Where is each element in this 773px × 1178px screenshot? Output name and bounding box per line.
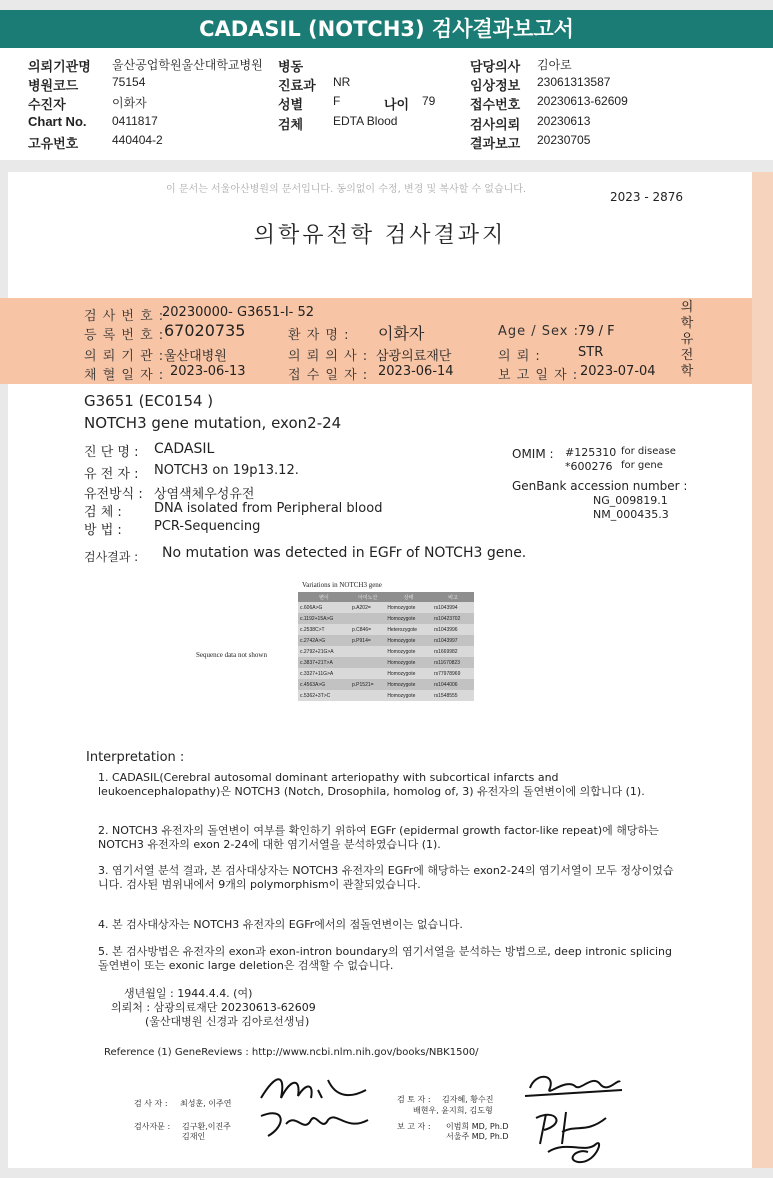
- table-cell: c.2742A>G: [298, 635, 350, 646]
- table-cell: rs1669982: [432, 646, 474, 657]
- info-label: 의 뢰 :: [498, 349, 541, 364]
- table-row: [298, 613, 474, 624]
- field-label: 유 전 자 :: [84, 467, 139, 482]
- table-cell: rs77978969: [432, 668, 474, 679]
- patient-name: 이화자: [378, 324, 425, 343]
- table-row: [298, 679, 474, 690]
- table-cell: [350, 668, 385, 679]
- header-value: F: [333, 94, 341, 108]
- table-row: [298, 690, 474, 701]
- header-label: 의뢰기관명: [28, 59, 91, 74]
- request-info-header: [0, 48, 773, 160]
- copyright-notice: 이 문서는 서울아산병원의 문서입니다. 동의없이 수정, 변경 및 복사할 수 없습니다.: [166, 184, 527, 195]
- age-sex: 79 / F: [578, 324, 615, 339]
- table-cell: Homozygote: [385, 657, 432, 668]
- header-value: 79: [422, 94, 436, 108]
- table-cell: Heterozygote: [385, 624, 432, 635]
- header-value: 20230613-62609: [537, 94, 628, 108]
- table-cell: rs10423702: [432, 613, 474, 624]
- table-cell: Homozygote: [385, 679, 432, 690]
- requester-detail: (울산대병원 신경과 김아로선생님): [145, 1015, 310, 1028]
- requesting-institution: 울산대병원: [164, 349, 227, 364]
- field-label: 유전방식 :: [84, 487, 143, 502]
- inheritance-value: 상염색체우성유전: [154, 487, 255, 502]
- table-cell: rs1043997: [432, 635, 474, 646]
- header-label: 성별: [278, 97, 304, 112]
- header-label: 나이: [384, 97, 410, 112]
- table-cell: c.3327+11G>A: [298, 668, 350, 679]
- receipt-date: 2023-06-14: [378, 364, 454, 379]
- reviewer-signature: [520, 1068, 628, 1104]
- header-value: 20230613: [537, 114, 591, 128]
- info-label: 환 자 명 :: [288, 328, 350, 343]
- vertical-dept-label: 의학유전학: [680, 300, 694, 379]
- column-header: 아미노산: [350, 592, 385, 602]
- signer-label: 검 토 자 :: [397, 1095, 431, 1104]
- table-cell: c.606A>G: [298, 602, 350, 613]
- table-cell: p.C846=: [350, 624, 385, 635]
- header-label: Chart No.: [28, 114, 87, 129]
- header-label: 검체: [278, 117, 304, 132]
- header-value: 이화자: [112, 96, 147, 110]
- table-cell: Homozygote: [385, 646, 432, 657]
- document-title: 의학유전학 검사결과지: [253, 223, 507, 248]
- info-label: 의 뢰 기 관 :: [84, 349, 165, 364]
- result-text: No mutation was detected in EGFr of NOTCH3 gene.: [162, 545, 527, 561]
- header-row: [0, 114, 773, 133]
- header-label: 병원코드: [28, 78, 79, 93]
- info-label: 등 록 번 호 :: [84, 328, 165, 343]
- table-row: [298, 602, 474, 613]
- column-header: 상태: [385, 592, 432, 602]
- header-row: [0, 94, 773, 113]
- table-cell: p.P1521=: [350, 679, 385, 690]
- table-cell: Homozygote: [385, 613, 432, 624]
- header-label: 고유번호: [28, 136, 79, 151]
- table-cell: rs11670823: [432, 657, 474, 668]
- header-row: [0, 133, 773, 152]
- header-value: 김아로: [537, 58, 572, 72]
- table-cell: [350, 657, 385, 668]
- omim-disease-id: #125310: [565, 446, 617, 459]
- info-label: 보 고 일 자 :: [498, 368, 579, 383]
- test-code: G3651 (EC0154 ): [84, 392, 214, 410]
- table-row: [298, 646, 474, 657]
- info-label: 검 사 번 호 :: [84, 309, 165, 324]
- table-row: [298, 624, 474, 635]
- header-value: NR: [333, 75, 351, 89]
- info-label: 채 혈 일 자 :: [84, 368, 165, 383]
- gene-value: NOTCH3 on 19p13.12.: [154, 463, 299, 478]
- interpretation-item: 5. 본 검사방법은 유전자의 exon과 exon-intron boundary의 염기서열을 분석하는 방법으로, deep intronic splicing 돌연변이 또는 exonic large deletion은 검색할 수 없습니다.: [98, 945, 673, 972]
- report-title: CADASIL (NOTCH3) 검사결과보고서: [0, 10, 773, 48]
- table-cell: Homozygote: [385, 602, 432, 613]
- interpretation-item: 1. CADASIL(Cerebral autosomal dominant arteriopathy with subcortical infarcts and leukoencephalopathy)은 NOTCH3 (Notch, Drosophila, homolog of, 3) 유전자의 돌연변이에 의합니다 (1).: [98, 771, 645, 798]
- table-cell: p.P914=: [350, 635, 385, 646]
- genbank-label: GenBank accession number :: [512, 479, 688, 493]
- variations-table: [298, 592, 474, 701]
- interpretation-item: 4. 본 검사대상자는 NOTCH3 유전자의 EGFr에서의 점돌연변이는 없습니다.: [98, 918, 463, 931]
- result-label: 검사결과 :: [84, 550, 139, 564]
- header-value: 울산공업학원울산대학교병원: [112, 58, 263, 72]
- field-label: 검 체 :: [84, 505, 122, 520]
- genbank-ng: NG_009819.1: [593, 494, 668, 507]
- header-label: 진료과: [278, 78, 316, 93]
- table-row: [298, 657, 474, 668]
- table-cell: [350, 613, 385, 624]
- test-name: NOTCH3 gene mutation, exon2-24: [84, 414, 342, 432]
- table-cell: c.2792+21G>A: [298, 646, 350, 657]
- table-row: [298, 668, 474, 679]
- table-cell: rs1044006: [432, 679, 474, 690]
- header-label: 병동: [278, 59, 304, 74]
- exam-number: 20230000- G3651-I- 52: [162, 305, 315, 320]
- document-edge-strip: [752, 172, 773, 1168]
- header-row: [0, 56, 773, 75]
- table-cell: c.1192+15A>G: [298, 613, 350, 624]
- table-cell: [350, 646, 385, 657]
- header-value: EDTA Blood: [333, 114, 398, 128]
- header-value: 75154: [112, 75, 146, 89]
- table-cell: rs1043996: [432, 624, 474, 635]
- ward: STR: [578, 345, 604, 360]
- reporter-names: 서울주 MD, Ph.D: [446, 1132, 509, 1141]
- table-cell: rs1043994: [432, 602, 474, 613]
- header-row: [0, 75, 773, 94]
- header-value: 20230705: [537, 133, 591, 147]
- sequence-note: Sequence data not shown: [196, 651, 267, 659]
- field-label: 방 법 :: [84, 523, 122, 538]
- document-number: 2023 - 2876: [610, 190, 684, 204]
- advisor-names: 김구환,이진주: [182, 1122, 231, 1131]
- variations-body: [298, 602, 474, 701]
- collection-date: 2023-06-13: [170, 364, 246, 379]
- specimen-value: DNA isolated from Peripheral blood: [154, 501, 383, 516]
- header-label: 결과보고: [470, 136, 521, 151]
- header-label: 임상정보: [470, 78, 521, 93]
- info-label: 접 수 일 자 :: [288, 368, 369, 383]
- signer-label: 보 고 자 :: [397, 1122, 431, 1131]
- table-cell: c.3837+21T>A: [298, 657, 350, 668]
- table-row: [298, 635, 474, 646]
- table-cell: rs1548555: [432, 690, 474, 701]
- tester-signature: [256, 1068, 374, 1108]
- reviewer-names: 김자혜, 황수진: [442, 1095, 494, 1104]
- table-header-row: [298, 592, 474, 602]
- reporter-names: 이범희 MD, Ph.D: [446, 1122, 509, 1131]
- column-header: 비고: [432, 592, 474, 602]
- header-value: 0411817: [112, 114, 158, 128]
- report-date: 2023-07-04: [580, 364, 656, 379]
- registration-number: 67020735: [164, 321, 246, 340]
- table-cell: c.5362+3T>C: [298, 690, 350, 701]
- omim-disease-note: for disease: [621, 446, 676, 457]
- interpretation-item: 2. NOTCH3 유전자의 돌연변이 여부를 확인하기 위하여 EGFr (epidermal growth factor-like repeat)에 해당하는 NOTCH3 유전자의 exon 2-24에 대한 염기서열을 분석하였습니다 (1).: [98, 824, 659, 851]
- genbank-nm: NM_000435.3: [593, 508, 669, 521]
- table-cell: Homozygote: [385, 690, 432, 701]
- omim-gene-note: for gene: [621, 460, 663, 471]
- omim-label: OMIM :: [512, 447, 554, 461]
- birth-date: 생년월일 : 1944.4.4. (여): [124, 987, 253, 1000]
- header-label: 수진자: [28, 97, 66, 112]
- reference: Reference (1) GeneReviews : http://www.ncbi.nlm.nih.gov/books/NBK1500/: [104, 1047, 479, 1058]
- header-label: 담당의사: [470, 59, 521, 74]
- interpretation-item: 3. 염기서열 분석 결과, 본 검사대상자는 NOTCH3 유전자의 EGFr에 해당하는 exon2-24의 염기서열이 모두 정상이었습니다. 검사된 범위내에서 9개의 polymorphism이 관찰되었습니다.: [98, 864, 674, 891]
- table-cell: p.A202=: [350, 602, 385, 613]
- signer-label: 검사자문 :: [134, 1122, 171, 1131]
- tester-names: 최성훈, 이주연: [180, 1099, 232, 1108]
- reviewer-names: 배현우, 윤지희, 김도형: [413, 1106, 493, 1115]
- header-label: 검사의뢰: [470, 117, 521, 132]
- info-label: Age / Sex :: [498, 324, 580, 339]
- omim-gene-id: *600276: [565, 460, 613, 473]
- signer-label: 검 사 자 :: [134, 1099, 168, 1108]
- table-cell: c.4563A>G: [298, 679, 350, 690]
- requester: 의뢰처 : 삼광의료재단 20230613-62609: [111, 1001, 316, 1014]
- column-header: 변이: [298, 592, 350, 602]
- reporter-signature: [526, 1104, 618, 1170]
- table-cell: [350, 690, 385, 701]
- requesting-doctor: 삼광의료재단: [376, 349, 452, 364]
- interpretation-title: Interpretation :: [86, 750, 185, 765]
- table-cell: c.2538C>T: [298, 624, 350, 635]
- info-label: 의 뢰 의 사 :: [288, 349, 369, 364]
- table-cell: Homozygote: [385, 635, 432, 646]
- variations-title: Variations in NOTCH3 gene: [302, 581, 382, 589]
- diagnosis-value: CADASIL: [154, 441, 215, 457]
- header-value: 440404-2: [112, 133, 163, 147]
- header-label: 접수번호: [470, 97, 521, 112]
- advisor-signature: [256, 1106, 374, 1142]
- method-value: PCR-Sequencing: [154, 519, 261, 534]
- table-cell: Homozygote: [385, 668, 432, 679]
- header-value: 23061313587: [537, 75, 611, 89]
- field-label: 진 단 명 :: [84, 445, 139, 460]
- advisor-names: 김재인: [182, 1132, 206, 1141]
